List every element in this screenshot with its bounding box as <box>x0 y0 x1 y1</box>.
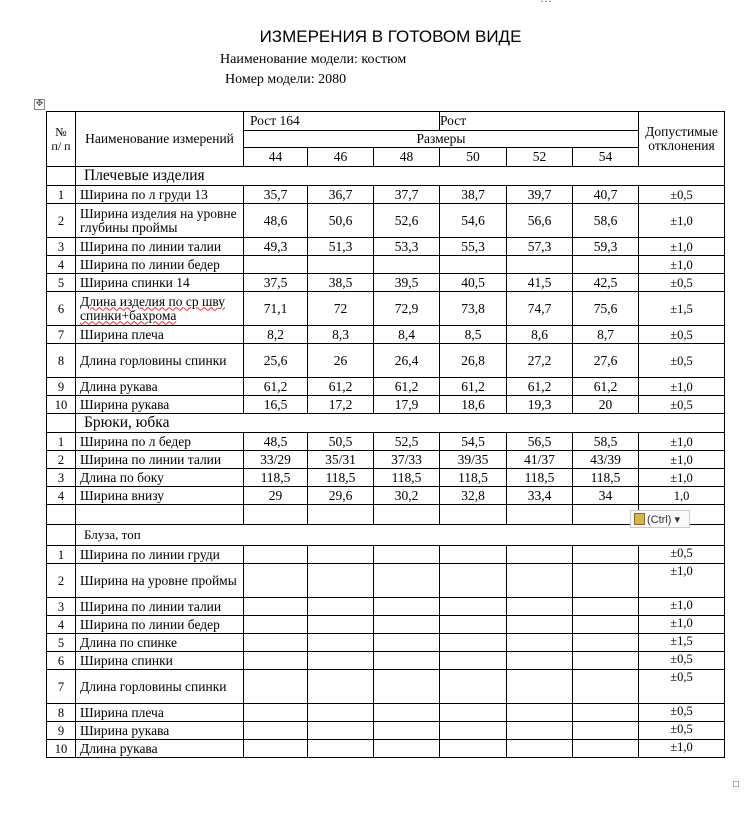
header-tolerance: Допустимые отклонения <box>639 112 725 167</box>
row-value: 71,1 <box>244 292 308 326</box>
row-value: 26 <box>308 344 374 378</box>
row-tolerance: ±0,5 <box>639 396 725 414</box>
row-name: Ширина рукава <box>76 722 244 740</box>
row-value: 27,6 <box>573 344 639 378</box>
row-value <box>374 722 440 740</box>
header-rost-2: Рост <box>440 112 639 131</box>
section-blank-cell <box>47 167 76 186</box>
row-value: 37,7 <box>374 186 440 204</box>
row-value <box>507 546 573 564</box>
table-row <box>47 256 725 274</box>
row-tolerance: ±1,0 <box>639 598 725 616</box>
row-value: 61,2 <box>507 378 573 396</box>
row-value: 118,5 <box>244 469 308 487</box>
section-blank-cell <box>47 525 76 546</box>
row-value: 54,6 <box>440 204 507 238</box>
row-tolerance: ±0,5 <box>639 186 725 204</box>
row-value: 57,3 <box>507 238 573 256</box>
row-value: 29,6 <box>308 487 374 505</box>
row-value: 61,2 <box>244 378 308 396</box>
row-value <box>374 256 440 274</box>
row-value <box>308 256 374 274</box>
row-number: 6 <box>47 292 76 326</box>
row-number: 8 <box>47 704 76 722</box>
row-value <box>440 598 507 616</box>
paste-options-button[interactable]: (Ctrl) ▾ <box>630 510 690 528</box>
row-value <box>244 634 308 652</box>
table-row <box>47 704 725 722</box>
table-row <box>47 598 725 616</box>
row-value <box>440 634 507 652</box>
row-value: 54,5 <box>440 433 507 451</box>
row-tolerance: ±0,5 <box>639 704 725 722</box>
empty-cell <box>244 505 308 525</box>
row-value <box>507 670 573 704</box>
row-tolerance: ±1,5 <box>639 292 725 326</box>
row-value: 118,5 <box>507 469 573 487</box>
row-value <box>573 616 639 634</box>
size-header: 48 <box>374 148 440 167</box>
table-row <box>47 546 725 564</box>
row-tolerance: ±1,0 <box>639 378 725 396</box>
model-number: Номер модели: 2080 <box>225 72 347 87</box>
row-value <box>573 546 639 564</box>
table-row <box>47 274 725 292</box>
row-value: 58,5 <box>573 433 639 451</box>
row-tolerance: ±1,0 <box>639 433 725 451</box>
row-value <box>374 704 440 722</box>
row-value <box>573 722 639 740</box>
row-value: 48,5 <box>244 433 308 451</box>
row-value <box>507 634 573 652</box>
row-value: 42,5 <box>573 274 639 292</box>
row-value: 41,5 <box>507 274 573 292</box>
size-header: 46 <box>308 148 374 167</box>
row-value: 73,8 <box>440 292 507 326</box>
row-value <box>440 256 507 274</box>
row-name: Ширина по линии бедер <box>76 616 244 634</box>
row-value <box>308 616 374 634</box>
table-row <box>47 238 725 256</box>
header-sizes: Размеры <box>244 131 639 148</box>
row-tolerance: ±0,5 <box>639 546 725 564</box>
row-value <box>507 652 573 670</box>
empty-cell <box>573 505 639 525</box>
row-value <box>440 740 507 758</box>
row-tolerance: ±1,0 <box>639 616 725 634</box>
size-header: 54 <box>573 148 639 167</box>
row-value <box>244 598 308 616</box>
row-value <box>573 634 639 652</box>
table-row <box>47 652 725 670</box>
row-tolerance: ±1,0 <box>639 469 725 487</box>
row-value <box>440 704 507 722</box>
table-row <box>47 740 725 758</box>
row-value: 37/33 <box>374 451 440 469</box>
row-value <box>507 256 573 274</box>
row-value <box>573 652 639 670</box>
table-row <box>47 433 725 451</box>
row-number: 5 <box>47 274 76 292</box>
row-value <box>308 704 374 722</box>
row-value <box>374 616 440 634</box>
row-value <box>244 722 308 740</box>
row-value <box>573 256 639 274</box>
row-value: 8,6 <box>507 326 573 344</box>
row-value: 30,2 <box>374 487 440 505</box>
row-value: 8,4 <box>374 326 440 344</box>
row-number: 2 <box>47 204 76 238</box>
row-value <box>507 722 573 740</box>
row-value <box>573 598 639 616</box>
row-value: 37,5 <box>244 274 308 292</box>
section-title: Брюки, юбка <box>76 414 725 433</box>
row-value: 41/37 <box>507 451 573 469</box>
row-value: 29 <box>244 487 308 505</box>
row-value: 26,8 <box>440 344 507 378</box>
table-row <box>47 487 725 505</box>
section-blank-cell <box>47 414 76 433</box>
table-row <box>47 469 725 487</box>
row-name: Ширина по л бедер <box>76 433 244 451</box>
row-value <box>573 740 639 758</box>
row-name: Длина рукава <box>76 378 244 396</box>
model-name: Наименование модели: костюм <box>220 52 407 67</box>
row-value <box>507 598 573 616</box>
empty-cell <box>47 505 76 525</box>
row-value: 33/29 <box>244 451 308 469</box>
row-tolerance: ±0,5 <box>639 326 725 344</box>
row-number: 3 <box>47 469 76 487</box>
table-row <box>47 344 725 378</box>
row-value: 49,3 <box>244 238 308 256</box>
row-value: 118,5 <box>308 469 374 487</box>
header-name: Наименование измерений <box>76 112 244 167</box>
size-header: 52 <box>507 148 573 167</box>
row-tolerance: ±1,0 <box>639 238 725 256</box>
row-value <box>244 652 308 670</box>
row-tolerance: ±1,5 <box>639 634 725 652</box>
row-number: 4 <box>47 487 76 505</box>
table-row <box>47 326 725 344</box>
table-row <box>47 634 725 652</box>
row-value <box>308 740 374 758</box>
row-value <box>507 616 573 634</box>
row-value: 50,5 <box>308 433 374 451</box>
row-name: Ширина плеча <box>76 326 244 344</box>
row-value: 118,5 <box>440 469 507 487</box>
row-number: 1 <box>47 433 76 451</box>
row-value <box>507 740 573 758</box>
row-value <box>244 616 308 634</box>
row-value <box>374 546 440 564</box>
row-value: 53,3 <box>374 238 440 256</box>
row-tolerance: ±0,5 <box>639 722 725 740</box>
row-tolerance: 1,0 <box>639 487 725 505</box>
row-value: 18,6 <box>440 396 507 414</box>
table-row <box>47 186 725 204</box>
row-value: 50,6 <box>308 204 374 238</box>
row-value: 61,2 <box>440 378 507 396</box>
row-name: Ширина внизу <box>76 487 244 505</box>
row-value: 61,2 <box>308 378 374 396</box>
row-value: 40,7 <box>573 186 639 204</box>
table-row <box>47 616 725 634</box>
row-tolerance: ±0,5 <box>639 344 725 378</box>
clipboard-icon <box>634 513 645 525</box>
empty-cell <box>308 505 374 525</box>
row-number: 4 <box>47 616 76 634</box>
row-value: 39,5 <box>374 274 440 292</box>
row-value: 39/35 <box>440 451 507 469</box>
row-value: 56,5 <box>507 433 573 451</box>
row-number: 4 <box>47 256 76 274</box>
row-number: 5 <box>47 634 76 652</box>
row-name: Ширина по линии груди <box>76 546 244 564</box>
row-value: 8,3 <box>308 326 374 344</box>
row-value: 8,2 <box>244 326 308 344</box>
empty-cell <box>374 505 440 525</box>
row-value: 27,2 <box>507 344 573 378</box>
header-number: № п/ п <box>47 112 76 167</box>
row-number: 10 <box>47 396 76 414</box>
row-value <box>244 704 308 722</box>
row-value <box>374 670 440 704</box>
row-value: 48,6 <box>244 204 308 238</box>
page-title: ИЗМЕРЕНИЯ В ГОТОВОМ ВИДЕ <box>259 27 522 46</box>
row-value <box>374 652 440 670</box>
row-number: 3 <box>47 238 76 256</box>
row-value: 17,2 <box>308 396 374 414</box>
row-value: 72,9 <box>374 292 440 326</box>
row-value: 36,7 <box>308 186 374 204</box>
row-value: 8,5 <box>440 326 507 344</box>
row-value: 20 <box>573 396 639 414</box>
row-value <box>507 704 573 722</box>
row-value: 8,7 <box>573 326 639 344</box>
row-value: 51,3 <box>308 238 374 256</box>
row-value <box>374 740 440 758</box>
row-value <box>244 564 308 598</box>
row-value <box>573 564 639 598</box>
row-value <box>308 652 374 670</box>
table-row <box>47 396 725 414</box>
row-value: 32,8 <box>440 487 507 505</box>
empty-cell <box>507 505 573 525</box>
row-value: 55,3 <box>440 238 507 256</box>
row-number: 7 <box>47 670 76 704</box>
row-name: Ширина рукава <box>76 396 244 414</box>
row-value <box>308 546 374 564</box>
row-value <box>440 616 507 634</box>
row-value: 38,5 <box>308 274 374 292</box>
row-name: Ширина по линии талии <box>76 451 244 469</box>
row-name: Длина по спинке <box>76 634 244 652</box>
table-row <box>47 292 725 326</box>
row-name: Длина по боку <box>76 469 244 487</box>
row-value: 72 <box>308 292 374 326</box>
row-value <box>244 546 308 564</box>
row-tolerance: ±1,0 <box>639 204 725 238</box>
size-header: 50 <box>440 148 507 167</box>
row-value: 38,7 <box>440 186 507 204</box>
row-number: 2 <box>47 451 76 469</box>
row-value: 74,7 <box>507 292 573 326</box>
row-number: 3 <box>47 598 76 616</box>
section-title: Плечевые изделия <box>76 167 725 186</box>
table-end-marker <box>733 781 739 787</box>
section-row <box>47 414 725 433</box>
row-value: 75,6 <box>573 292 639 326</box>
row-number: 7 <box>47 326 76 344</box>
row-value: 16,5 <box>244 396 308 414</box>
move-icon[interactable]: ✥ <box>35 99 44 109</box>
row-value <box>440 670 507 704</box>
row-value: 43/39 <box>573 451 639 469</box>
row-value: 33,4 <box>507 487 573 505</box>
row-number: 8 <box>47 344 76 378</box>
table-row <box>47 564 725 598</box>
section-row <box>47 167 725 186</box>
row-value: 61,2 <box>573 378 639 396</box>
size-header: 44 <box>244 148 308 167</box>
row-value: 59,3 <box>573 238 639 256</box>
clipped-header-text <box>540 0 552 6</box>
row-name: Ширина спинки <box>76 652 244 670</box>
row-value: 35/31 <box>308 451 374 469</box>
row-value <box>440 652 507 670</box>
row-number: 9 <box>47 722 76 740</box>
row-value <box>507 564 573 598</box>
empty-row <box>47 505 725 525</box>
row-value: 56,6 <box>507 204 573 238</box>
row-value: 58,6 <box>573 204 639 238</box>
measurements-table <box>46 111 725 758</box>
table-row <box>47 722 725 740</box>
row-value: 40,5 <box>440 274 507 292</box>
row-name: Ширина по линии талии <box>76 598 244 616</box>
row-tolerance: ±0,5 <box>639 670 725 704</box>
row-value: 118,5 <box>374 469 440 487</box>
row-value: 34 <box>573 487 639 505</box>
header-rost-1: Рост 164 <box>244 112 440 131</box>
row-value <box>308 634 374 652</box>
row-number: 6 <box>47 652 76 670</box>
row-value <box>440 722 507 740</box>
row-value: 118,5 <box>573 469 639 487</box>
row-tolerance: ±1,0 <box>639 740 725 758</box>
row-number: 10 <box>47 740 76 758</box>
row-value <box>308 564 374 598</box>
row-number: 1 <box>47 186 76 204</box>
table-row <box>47 670 725 704</box>
row-value <box>308 722 374 740</box>
table-row <box>47 378 725 396</box>
row-name: Ширина по л груди 13 <box>76 186 244 204</box>
row-value <box>244 256 308 274</box>
row-value: 52,5 <box>374 433 440 451</box>
table-row <box>47 451 725 469</box>
row-name: Ширина спинки 14 <box>76 274 244 292</box>
row-value: 25,6 <box>244 344 308 378</box>
row-name: Ширина на уровне проймы <box>76 564 244 598</box>
row-value: 26,4 <box>374 344 440 378</box>
row-value <box>440 564 507 598</box>
row-name: Длина горловины спинки <box>76 344 244 378</box>
section-row <box>47 525 725 546</box>
row-value: 39,7 <box>507 186 573 204</box>
empty-cell <box>440 505 507 525</box>
row-name: Ширина изделия на уровне глубины проймы <box>76 204 244 238</box>
row-tolerance: ±1,0 <box>639 256 725 274</box>
row-name: Длина изделия по ср шву спинки+бахрома <box>76 292 244 326</box>
row-value <box>244 740 308 758</box>
row-name: Ширина по линии бедер <box>76 256 244 274</box>
row-value: 52,6 <box>374 204 440 238</box>
row-tolerance: ±1,0 <box>639 564 725 598</box>
row-name: Ширина плеча <box>76 704 244 722</box>
row-value <box>308 670 374 704</box>
row-value <box>573 704 639 722</box>
row-value <box>308 598 374 616</box>
row-value: 35,7 <box>244 186 308 204</box>
row-tolerance: ±0,5 <box>639 652 725 670</box>
row-value <box>374 598 440 616</box>
row-value <box>244 670 308 704</box>
table-row <box>47 204 725 238</box>
row-value <box>573 670 639 704</box>
row-number: 9 <box>47 378 76 396</box>
empty-cell <box>76 505 244 525</box>
row-name: Длина горловины спинки <box>76 670 244 704</box>
row-number: 1 <box>47 546 76 564</box>
row-name: Ширина по линии талии <box>76 238 244 256</box>
row-tolerance: ±1,0 <box>639 451 725 469</box>
row-value: 17,9 <box>374 396 440 414</box>
section-title: Блуза, топ <box>76 525 725 546</box>
row-value: 61,2 <box>374 378 440 396</box>
row-value <box>374 564 440 598</box>
row-value <box>374 634 440 652</box>
row-value: 19,3 <box>507 396 573 414</box>
row-value <box>440 546 507 564</box>
paste-options-label: (Ctrl) <box>647 514 672 526</box>
row-name: Длина рукава <box>76 740 244 758</box>
row-tolerance: ±0,5 <box>639 274 725 292</box>
row-number: 2 <box>47 564 76 598</box>
